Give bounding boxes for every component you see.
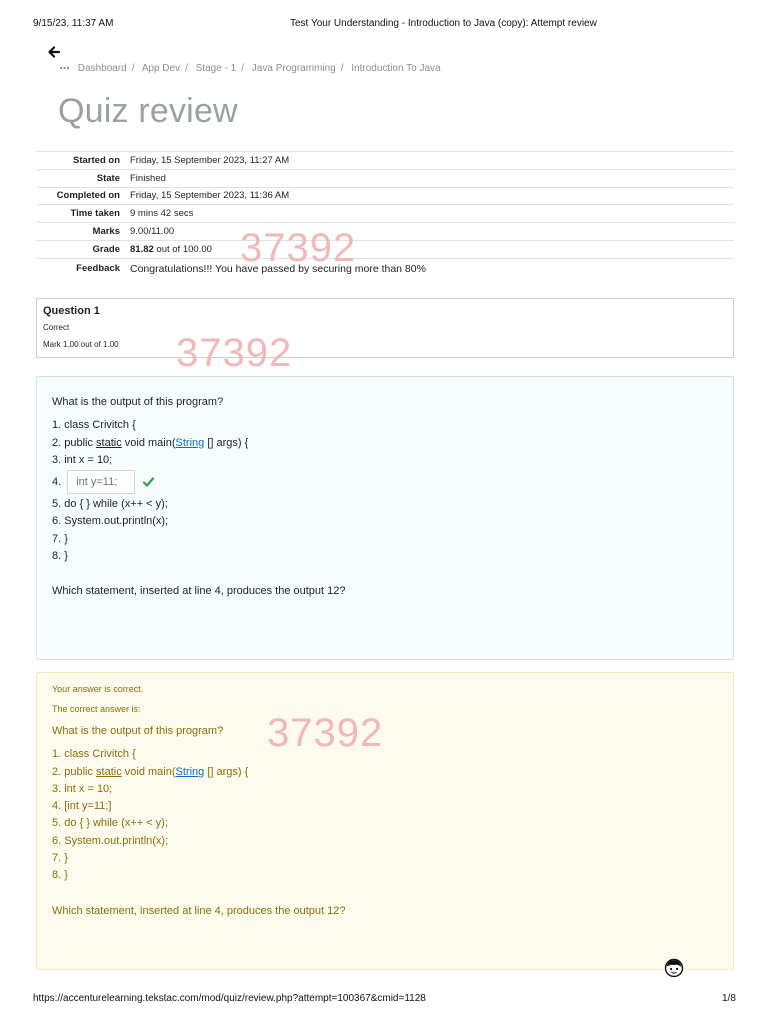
summary-row-grade — [36, 241, 734, 259]
breadcrumb-stage-1[interactable]: Stage - 1 — [195, 63, 237, 74]
attempt-summary-table — [36, 151, 734, 279]
summary-row-state — [36, 170, 734, 188]
footer-url: https://accenturelearning.tekstac.com/mod/quiz/review.php?attempt=100367&cmid=1128 — [33, 993, 426, 1004]
summary-row-time-taken — [36, 205, 734, 223]
summary-row-completed-on — [36, 188, 734, 206]
summary-value: Friday, 15 September 2023, 11:36 AM — [130, 190, 290, 202]
feedback-code-line-3: 3. int x = 10; — [52, 782, 113, 795]
page-title: Quiz review — [58, 92, 238, 130]
summary-row-marks — [36, 223, 734, 241]
code-text: 2. public — [52, 765, 97, 778]
question-text: Which statement, inserted at line 4, produces the output 12? — [52, 585, 346, 598]
question-mark: Mark 1.00 out of 1.00 — [43, 340, 119, 349]
code-line-3: 3. int x = 10; — [52, 453, 113, 466]
watermark-text: 37392 — [267, 711, 384, 755]
summary-label: State — [96, 172, 120, 184]
question-formulation — [36, 376, 734, 660]
summary-row-started-on — [36, 152, 734, 170]
question-state: Correct — [43, 323, 70, 332]
code-line-5: 5. do { } while (x++ < y); — [52, 498, 168, 511]
code-text: [] args) { — [204, 765, 249, 778]
breadcrumb-introduction-to-java[interactable]: Introduction To Java — [351, 63, 441, 74]
summary-label: Time taken — [70, 208, 120, 220]
string-link[interactable]: String — [175, 765, 205, 778]
print-datetime: 9/15/23, 11:37 AM — [33, 18, 114, 29]
print-header — [0, 18, 768, 32]
correct-answer-label: The correct answer is: — [52, 704, 141, 714]
feedback-code-line-8: 8. } — [52, 869, 68, 882]
code-text: void main( — [121, 765, 176, 778]
breadcrumb: Dashboard / App Dev / Stage - 1 / Java Programming / Introduction To Java — [60, 63, 441, 74]
summary-value: 9.00/11.00 — [130, 226, 175, 238]
summary-label: Completed on — [56, 190, 120, 202]
breadcrumb-java-programming[interactable]: Java Programming — [251, 63, 336, 74]
summary-label: Marks — [92, 226, 120, 238]
answer-input[interactable]: int y=11; — [67, 470, 135, 494]
code-line-8: 8. } — [52, 550, 68, 563]
arrow-left-icon[interactable] — [46, 44, 62, 60]
summary-value — [130, 244, 212, 255]
code-line-6: 6. System.out.println(x); — [52, 515, 169, 528]
correct-message: Your answer is correct. — [52, 684, 144, 694]
feedback-code-line-4: 4. [int y=11;] — [52, 800, 112, 813]
question-prompt: What is the output of this program? — [52, 396, 224, 408]
summary-value: Congratulations!!! You have passed by securing more than 80% — [130, 262, 426, 275]
footer-page-number: 1/8 — [722, 993, 736, 1004]
watermark-text: 37392 — [176, 331, 293, 375]
code-text: void main( — [121, 436, 176, 449]
check-icon — [143, 477, 154, 487]
code-line-2 — [52, 435, 346, 452]
answer-feedback-box — [36, 672, 734, 970]
feedback-code-line-2 — [52, 764, 346, 781]
summary-label: Grade — [92, 243, 120, 255]
question-info-box — [36, 298, 734, 358]
feedback-code-line-6: 6. System.out.println(x); — [52, 834, 169, 847]
user-avatar-icon[interactable] — [664, 958, 684, 978]
print-title: Test Your Understanding - Introduction to Java (copy): Attempt review — [290, 18, 597, 29]
keyword-static: static — [96, 436, 122, 449]
feedback-question-text: Which statement, inserted at line 4, produces the output 12? — [52, 904, 346, 917]
watermark-text: 37392 — [240, 226, 357, 270]
summary-label: Started on — [73, 154, 120, 166]
menu-dots-icon — [60, 65, 69, 71]
string-link[interactable]: String — [175, 436, 205, 449]
grade-out-of: out of 100.00 — [156, 243, 212, 255]
grade-score: 81.82 — [130, 243, 154, 255]
code-line-7: 7. } — [52, 532, 68, 545]
feedback-prompt: What is the output of this program? — [52, 725, 224, 737]
code-line-number: 4. — [52, 476, 62, 489]
question-number: Question 1 — [43, 305, 100, 317]
keyword-static: static — [96, 765, 122, 778]
summary-value: Friday, 15 September 2023, 11:27 AM — [130, 154, 290, 166]
code-line-4 — [52, 469, 346, 496]
breadcrumb-app-dev[interactable]: App Dev — [141, 63, 181, 74]
summary-row-feedback — [36, 259, 734, 279]
code-text: 2. public — [52, 436, 97, 449]
summary-value: 9 mins 42 secs — [130, 208, 194, 220]
breadcrumb-dashboard[interactable]: Dashboard — [77, 63, 127, 74]
code-line-1: 1. class Crivitch { — [52, 419, 136, 432]
code-text: [] args) { — [204, 436, 249, 449]
summary-value: Finished — [130, 172, 166, 184]
feedback-code-line-7: 7. } — [52, 852, 68, 865]
feedback-code-line-5: 5. do { } while (x++ < y); — [52, 817, 168, 830]
feedback-code-line-1: 1. class Crivitch { — [52, 748, 136, 761]
summary-label: Feedback — [76, 263, 120, 275]
